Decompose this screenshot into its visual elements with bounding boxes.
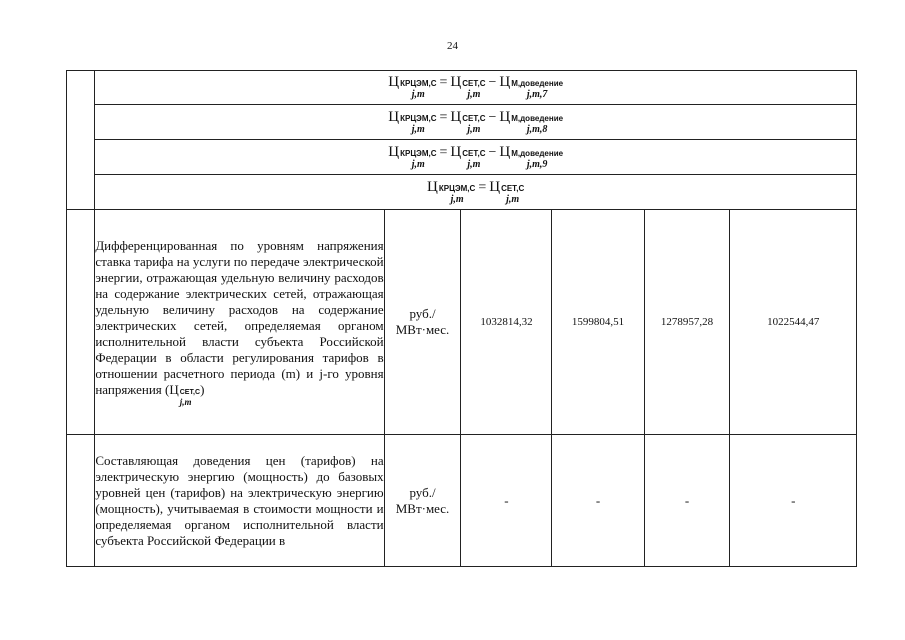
formula-superscript: М,доведение bbox=[511, 113, 564, 123]
formula-operator: = bbox=[439, 75, 448, 90]
formula-operator: − bbox=[488, 75, 497, 90]
table-gutter-cell bbox=[67, 71, 95, 210]
formula-superscript: СЕТ,С bbox=[462, 79, 486, 88]
formula-cell bbox=[95, 105, 857, 140]
formula-cell bbox=[95, 175, 857, 210]
formula-operator: = bbox=[439, 144, 448, 160]
value-cell: - bbox=[644, 435, 730, 567]
formula-subscript: j,m,8 bbox=[526, 123, 548, 135]
formula-operator: − bbox=[488, 144, 497, 160]
formula-superscript: СЕТ,С bbox=[179, 388, 201, 396]
formula-symbol: Ц bbox=[499, 108, 511, 125]
formula-symbol: Ц bbox=[450, 143, 462, 160]
formula-superscript: СЕТ,С bbox=[462, 148, 486, 158]
formula-superscript: КРЦЭМ,С bbox=[400, 113, 437, 123]
value-cell: - bbox=[730, 435, 857, 567]
formula-cell bbox=[95, 140, 857, 175]
formula-symbol: Ц bbox=[169, 381, 179, 397]
formula-cell bbox=[95, 71, 857, 105]
formula-subscript: j,m bbox=[467, 123, 481, 135]
unit-line: МВт·мес. bbox=[395, 322, 450, 337]
description-cell bbox=[95, 435, 384, 567]
formula-superscript: СЕТ,С bbox=[501, 183, 525, 193]
value-cell: 1278957,28 bbox=[644, 210, 730, 435]
formula-symbol: Ц bbox=[388, 74, 400, 90]
formula-row bbox=[67, 71, 857, 105]
tariff-table bbox=[66, 70, 857, 567]
formula-symbol: Ц bbox=[450, 108, 462, 125]
formula bbox=[427, 180, 524, 205]
description-text: Дифференцированная по уровням напряжения ставка тарифа на услуги по передаче электрической энергии, отражающая удельную величину расходов на содержание электрических сетей, отражающая удельную величину расходов на содержание электрических сетей, определяемая органом исполнительной власти субъекта Российской Федерации в области регулирования тарифов в отношении расчетного периода (m) и j-го уровня напряжения ( bbox=[95, 237, 384, 397]
unit-line: руб./ bbox=[409, 484, 436, 500]
formula-operator: = bbox=[478, 179, 487, 195]
value-cell: - bbox=[461, 435, 552, 567]
description-symbol bbox=[169, 382, 200, 407]
formula-subscript: j,m,9 bbox=[526, 158, 548, 170]
formula-subscript: j,m bbox=[411, 89, 425, 100]
formula-subscript: j,m bbox=[411, 123, 425, 135]
formula-superscript: М,доведение bbox=[511, 79, 564, 88]
formula-superscript: КРЦЭМ,С bbox=[438, 183, 476, 193]
table-row bbox=[67, 435, 857, 567]
unit-cell bbox=[384, 210, 461, 435]
formula-operator: − bbox=[488, 109, 497, 125]
formula-subscript: j,m,7 bbox=[526, 89, 548, 100]
description-text-end: ) bbox=[200, 381, 205, 397]
formula-symbol: Ц bbox=[388, 143, 400, 160]
formula-superscript: М,доведение bbox=[511, 148, 564, 158]
formula-subscript: j,m bbox=[467, 158, 481, 170]
page-number: 24 bbox=[447, 40, 458, 52]
formula-superscript: КРЦЭМ,С bbox=[400, 79, 437, 88]
formula-symbol: Ц bbox=[388, 108, 400, 125]
description-cell bbox=[95, 210, 384, 435]
unit-line: МВт·мес. bbox=[395, 500, 450, 516]
formula-symbol: Ц bbox=[499, 74, 511, 90]
formula-symbol: Ц bbox=[450, 74, 462, 90]
value-cell: 1032814,32 bbox=[461, 210, 552, 435]
formula-superscript: СЕТ,С bbox=[462, 113, 486, 123]
formula-subscript: j,m bbox=[411, 158, 425, 170]
formula-subscript: j,m bbox=[179, 396, 192, 407]
formula bbox=[388, 75, 563, 100]
formula-superscript: КРЦЭМ,С bbox=[400, 148, 437, 158]
formula bbox=[388, 110, 563, 135]
value-cell: - bbox=[552, 435, 644, 567]
table-gutter-cell bbox=[67, 435, 95, 567]
formula-operator: = bbox=[439, 109, 448, 125]
formula-row bbox=[67, 175, 857, 210]
value-cell: 1022544,47 bbox=[730, 210, 857, 435]
table-gutter-cell bbox=[67, 210, 95, 435]
description-text: Составляющая доведения цен (тарифов) на электрическую энергию (мощность) до базовых уровней цен (тарифов) на электрическую энергию (мощность), учитываемая в стоимости мощности и определяемая органом исполнительной власти субъекта Российской Федерации в bbox=[95, 452, 384, 548]
formula-symbol: Ц bbox=[489, 178, 501, 195]
table-row bbox=[67, 210, 857, 435]
formula-subscript: j,m bbox=[450, 193, 464, 205]
formula bbox=[388, 145, 563, 170]
formula-row bbox=[67, 140, 857, 175]
value-cell: 1599804,51 bbox=[552, 210, 644, 435]
formula-row bbox=[67, 105, 857, 140]
formula-symbol: Ц bbox=[427, 178, 438, 195]
formula-subscript: j,m bbox=[467, 89, 481, 100]
formula-subscript: j,m bbox=[506, 193, 520, 205]
unit-line: руб./ bbox=[409, 306, 436, 321]
unit-cell bbox=[384, 435, 461, 567]
formula-symbol: Ц bbox=[499, 143, 511, 160]
